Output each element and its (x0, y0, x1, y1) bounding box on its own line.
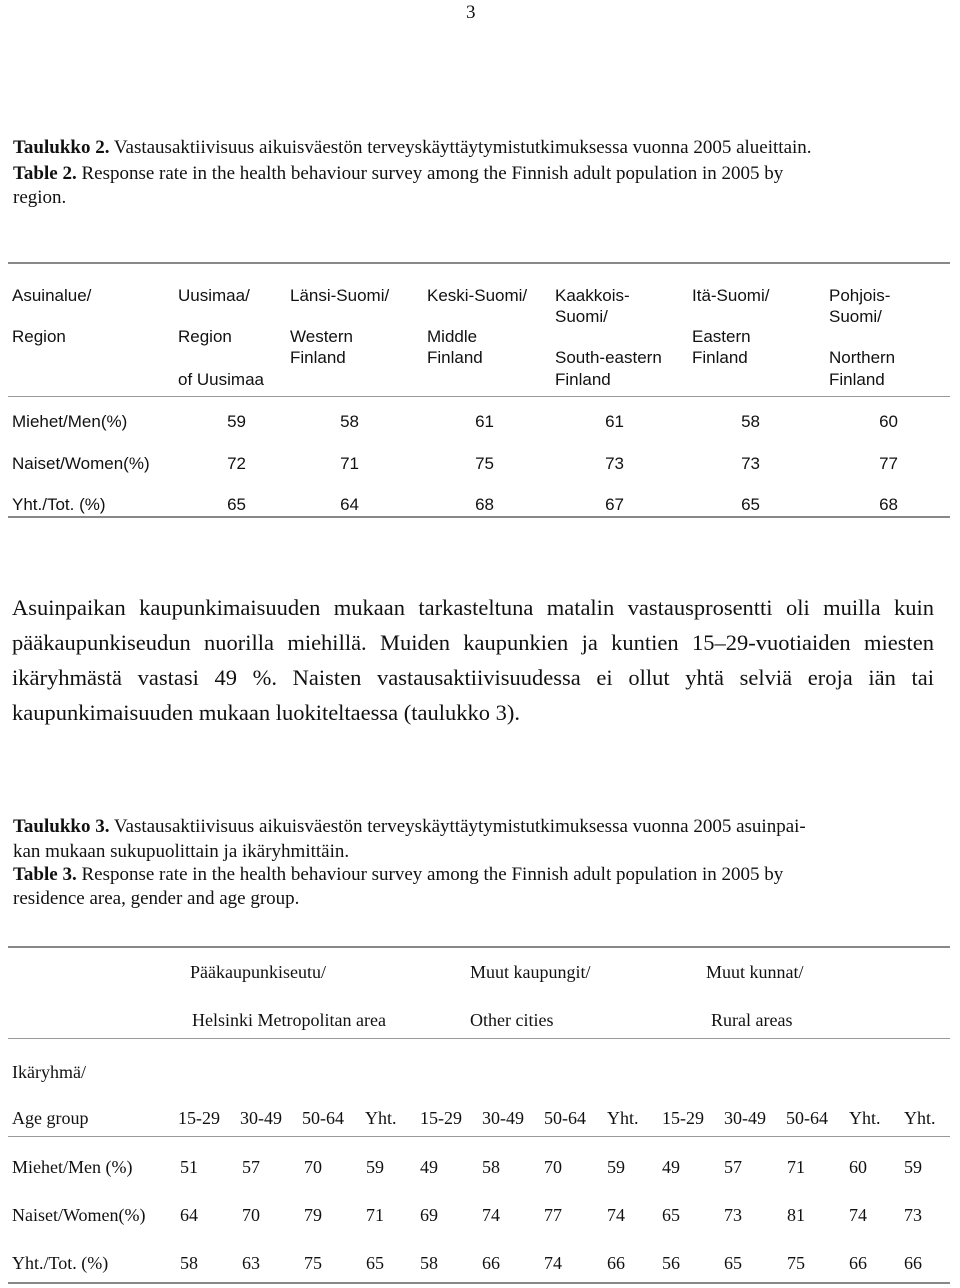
table3-cell: 73 (904, 1205, 922, 1225)
table3-header-rule (8, 1136, 950, 1137)
table2-header-rule (8, 396, 950, 397)
table2-col-header: Uusimaa/ (178, 286, 250, 305)
table3-age-col-header: 15-29 (178, 1108, 220, 1128)
table2-col-header: Middle (427, 327, 478, 346)
table2-col-header: Finland (427, 348, 483, 367)
table2-cell: 68 (879, 495, 898, 514)
table3-cell: 63 (242, 1253, 260, 1273)
table3-age-col-header: 15-29 (420, 1108, 462, 1128)
table3-cell: 58 (420, 1253, 438, 1273)
table3-age-col-header: Yht. (904, 1108, 936, 1128)
table2-cell: 67 (605, 495, 624, 514)
table2-cell: 71 (340, 454, 359, 473)
table3-label-en: Table 3. (13, 864, 77, 885)
table3-cell: 65 (662, 1205, 680, 1225)
table2-col-header: Eastern (692, 327, 751, 346)
table3-cell: 79 (304, 1205, 322, 1225)
table3-age-col-header: Yht. (607, 1108, 639, 1128)
table3-group-label-fi: Pääkaupunkiseutu/ (190, 962, 326, 982)
table3-title-fi: Vastausaktiivisuus aikuisväestön terveyskäyttäytymistutkimuksessa vuonna 2005 asuinpai- (113, 816, 806, 837)
table3-cell: 77 (544, 1205, 562, 1225)
table3-cell: 74 (607, 1205, 625, 1225)
table2-cell: 68 (475, 495, 494, 514)
table2-col-header: Northern (829, 348, 896, 367)
table3-cell: 59 (904, 1157, 922, 1177)
table3-cell: 60 (849, 1157, 867, 1177)
table3-cell: 66 (904, 1253, 922, 1273)
table3-caption-en (13, 863, 783, 886)
table3-cell: 59 (607, 1157, 625, 1177)
table2-col-header: Asuinalue/ (12, 286, 92, 305)
table3-caption-fi-cont: kan mukaan sukupuolittain ja ikäryhmittäin. (13, 841, 350, 862)
table2-col-header: Länsi-Suomi/ (290, 286, 390, 305)
table2-cell: 61 (605, 412, 624, 431)
table3-age-col-header: 30-49 (724, 1108, 766, 1128)
table2-col-header: Suomi/ (555, 307, 608, 326)
table3-cell: 81 (787, 1205, 805, 1225)
table3-row-label: Yht./Tot. (%) (12, 1253, 109, 1273)
table3-cell: 66 (849, 1253, 867, 1273)
table3-age-col-header: 50-64 (302, 1108, 344, 1128)
table3-age-col-header: Yht. (365, 1108, 397, 1128)
table3-age-col-header: Yht. (849, 1108, 881, 1128)
table3-group-label-en: Other cities (470, 1010, 554, 1030)
table2-cell: 59 (227, 412, 246, 431)
table2-col-header: Finland (555, 370, 611, 389)
table2-col-header: Finland (692, 348, 748, 367)
table2-col-header: Region (178, 327, 232, 346)
table3-cell: 56 (662, 1253, 680, 1273)
table3-cell: 49 (662, 1157, 680, 1177)
table3-caption-fi (13, 815, 806, 838)
table3-cell: 65 (366, 1253, 384, 1273)
table3-cell: 69 (420, 1205, 438, 1225)
table2-col-header: of Uusimaa (178, 370, 264, 389)
table3-cell: 65 (724, 1253, 742, 1273)
table2-cell: 65 (741, 495, 760, 514)
table2-row-label: Yht./Tot. (%) (12, 495, 106, 514)
table3-group-label-en: Rural areas (711, 1010, 793, 1030)
table3-top-rule (8, 946, 950, 948)
table3-age-col-header: 50-64 (786, 1108, 828, 1128)
table2-col-header: Finland (829, 370, 885, 389)
table2-col-header: Western (290, 327, 353, 346)
table3-bottom-rule (8, 1282, 950, 1284)
body-paragraph: Asuinpaikan kaupunkimaisuuden mukaan tarkasteltuna matalin vastausprosentti oli muilla kuin pääkaupunkiseudun nuorilla miehillä. Muiden kaupunkien ja kuntien 15–29-vuotiaiden miesten ikäryhmästä vastasi 49 %. Naisten vastausaktiivisuudessa ei ollut yhtä selviä eroja iän tai kaupunkimaisuuden mukaan luokiteltaessa (taulukko 3). (12, 595, 934, 725)
table3-cell: 71 (787, 1157, 805, 1177)
table3-cell: 66 (482, 1253, 500, 1273)
table3-age-col-header: 50-64 (544, 1108, 586, 1128)
table2-cell: 58 (340, 412, 359, 431)
table3-cell: 57 (724, 1157, 742, 1177)
table3-rowheader-fi: Ikäryhmä/ (12, 1062, 86, 1082)
table3-label-fi: Taulukko 3. (13, 816, 110, 837)
table3-cell: 51 (180, 1157, 198, 1177)
table3-cell: 64 (180, 1205, 198, 1225)
table3-cell: 70 (544, 1157, 562, 1177)
table2-cell: 73 (741, 454, 760, 473)
table3-age-col-header: 30-49 (240, 1108, 282, 1128)
table2-cell: 61 (475, 412, 494, 431)
table3-cell: 58 (180, 1253, 198, 1273)
table3-age-col-header: 30-49 (482, 1108, 524, 1128)
table3-cell: 59 (366, 1157, 384, 1177)
table3-cell: 71 (366, 1205, 384, 1225)
table2-col-header: Kaakkois- (555, 286, 630, 305)
table2-top-rule (8, 262, 950, 264)
table3-caption-en-cont: residence area, gender and age group. (13, 888, 300, 909)
table3-group-label-en: Helsinki Metropolitan area (192, 1010, 386, 1030)
table2-title-en: Response rate in the health behaviour survey among the Finnish adult population in 2005 by (81, 163, 784, 184)
table3-cell: 74 (482, 1205, 500, 1225)
table3-row-label: Miehet/Men (%) (12, 1157, 133, 1177)
table2-cell: 58 (741, 412, 760, 431)
table2-row-label: Naiset/Women(%) (12, 454, 150, 473)
table3-cell: 66 (607, 1253, 625, 1273)
table3-cell: 70 (242, 1205, 260, 1225)
table2-col-header: Pohjois- (829, 286, 891, 305)
table2-col-header: Itä-Suomi/ (692, 286, 770, 305)
table3-cell: 74 (544, 1253, 562, 1273)
table2-title-fi: Vastausaktiivisuus aikuisväestön terveyskäyttäytymistutkimuksessa vuonna 2005 alueittain. (113, 137, 812, 158)
table2-caption-fi (13, 136, 812, 159)
table2-caption-en-cont: region. (13, 187, 67, 208)
table2-col-header: Region (12, 327, 66, 346)
table3-title-en: Response rate in the health behaviour survey among the Finnish adult population in 2005 by (81, 864, 784, 885)
table3-row-label: Naiset/Women(%) (12, 1205, 146, 1225)
table2-cell: 73 (605, 454, 624, 473)
table2-cell: 75 (475, 454, 494, 473)
table3-cell: 58 (482, 1157, 500, 1177)
table2-col-header: South-eastern (555, 348, 662, 367)
table2-row-label: Miehet/Men(%) (12, 412, 128, 431)
table3-cell: 75 (787, 1253, 805, 1273)
table2-cell: 72 (227, 454, 246, 473)
table3-group-rule (8, 1038, 950, 1039)
table3-group-label-fi: Muut kaupungit/ (470, 962, 591, 982)
table2-col-header: Keski-Suomi/ (427, 286, 528, 305)
table3-cell: 57 (242, 1157, 260, 1177)
table2-caption-en (13, 162, 783, 185)
table2-col-header: Finland (290, 348, 346, 367)
table3-rowheader-en: Age group (12, 1108, 89, 1128)
table3-group-label-fi: Muut kunnat/ (706, 962, 804, 982)
table3-cell: 70 (304, 1157, 322, 1177)
table2-bottom-rule (8, 516, 950, 518)
table2-cell: 77 (879, 454, 898, 473)
table3-cell: 49 (420, 1157, 438, 1177)
table3-cell: 73 (724, 1205, 742, 1225)
table2-col-header: Suomi/ (829, 307, 882, 326)
table2-label-en: Table 2. (13, 163, 77, 184)
table2-label-fi: Taulukko 2. (13, 137, 110, 158)
page-number: 3 (466, 2, 476, 23)
table2-cell: 65 (227, 495, 246, 514)
table3-cell: 75 (304, 1253, 322, 1273)
table2-cell: 60 (879, 412, 898, 431)
table2-cell: 64 (340, 495, 359, 514)
table3-age-col-header: 15-29 (662, 1108, 704, 1128)
table3-cell: 74 (849, 1205, 867, 1225)
